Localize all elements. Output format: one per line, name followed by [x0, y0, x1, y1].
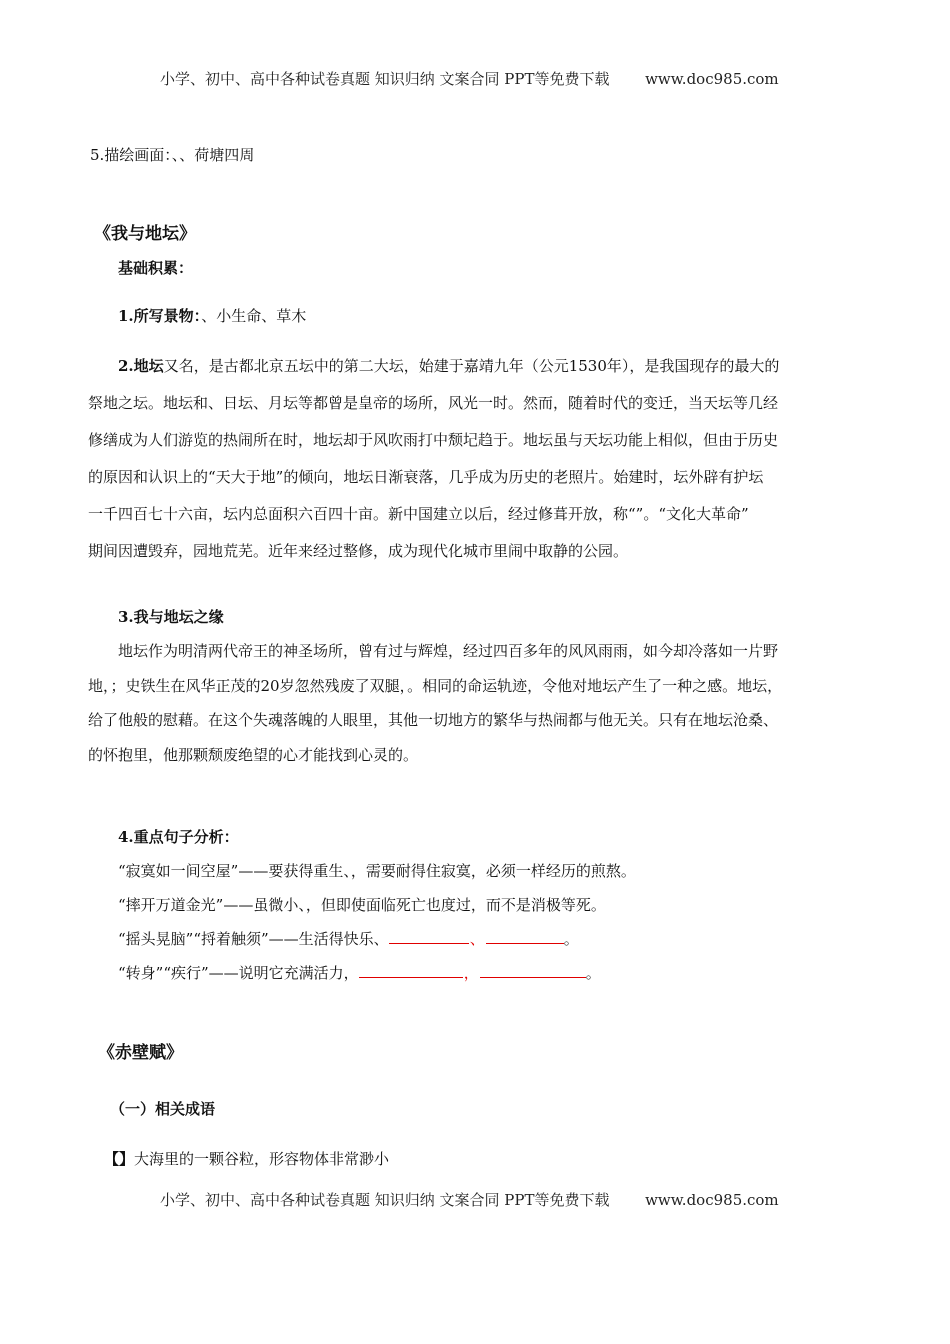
idiom-text: 大海里的一颗谷粒，形容物体非常渺小 — [134, 1150, 390, 1168]
blank-separator: 、 — [469, 930, 485, 948]
section-title-wodt: 《我与地坛》 — [94, 224, 196, 244]
q2-num: 2. — [118, 357, 134, 375]
q4-line-2: “摔开万道金光”——虽微小、，但即使面临死亡也度过，而不是消极等死。 — [118, 896, 606, 914]
q1-line — [118, 305, 306, 327]
q4-line-3-text: “摇头晃脑”“捋着触须”——生活得快乐、 — [118, 930, 389, 948]
page-footer — [160, 1189, 779, 1210]
q1-label: 所写景物： — [133, 307, 202, 325]
blank-separator: ， — [463, 964, 479, 982]
q2-line-2: 祭地之坛。地坛和、日坛、月坛等都曾是皇帝的场所，风光一时。然而，随着时代的变迁，当天坛等几经 — [88, 394, 779, 412]
footer-text: 小学、初中、高中各种试卷真题 知识归纳 文案合同 PPT等免费下载 — [160, 1191, 610, 1209]
q2-line-1 — [88, 348, 868, 385]
q2-line-5: 一千四百七十六亩，坛内总面积六百四十亩。新中国建立以后，经过修葺开放，称“”。“文化大革命” — [88, 505, 749, 523]
q3-line-3: 给了他般的慰藉。在这个失魂落魄的人眼里，其他一切地方的繁华与热闹都与他无关。只有在地坛沧桑、 — [88, 711, 779, 729]
q3-line-2: 地，；史铁生在风华正茂的20岁忽然残废了双腿，。相同的命运轨迹，令他对地坛产生了一种之感。地坛， — [88, 676, 783, 695]
q4-line-1: “寂寞如一间空屋”——要获得重生、，需要耐得住寂寞，必须一样经历的煎熬。 — [118, 862, 636, 880]
header-text: 小学、初中、高中各种试卷真题 知识归纳 文案合同 PPT等免费下载 — [160, 70, 610, 88]
answer-blank[interactable] — [359, 963, 463, 978]
subsection-idioms: （一）相关成语 — [110, 1100, 216, 1118]
header-url[interactable]: www.doc985.com — [645, 70, 779, 88]
answer-blank[interactable] — [389, 929, 469, 944]
section-subtitle: 基础积累： — [118, 259, 194, 277]
q1-num: 1. — [118, 307, 134, 325]
item-5-line: 5.描绘画面：、、荷塘四周 — [90, 146, 255, 164]
idiom-line — [104, 1148, 389, 1170]
q2-line-4: 的原因和认识上的“天大于地”的倾向，地坛日渐衰落，几乎成为历史的老照片。始建时，坛外辟有护坛 — [88, 468, 764, 486]
answer-blank[interactable] — [480, 963, 586, 978]
q2-paragraph — [88, 348, 868, 570]
q1-text: 、小生命、草木 — [201, 307, 307, 325]
q3-line-4: 的怀抱里，他那颗颓废绝望的心才能找到心灵的。 — [88, 745, 419, 764]
q2-term: 地坛 — [133, 357, 164, 375]
idiom-bracket: 【】 — [104, 1150, 135, 1168]
q4-title: 4.重点句子分析： — [118, 828, 239, 846]
q3-line-1: 地坛作为明清两代帝王的神圣场所，曾有过与辉煌，经过四百多年的风风雨雨，如今却冷落如一片野 — [118, 642, 779, 660]
q2-text-1: 又名，是古都北京五坛中的第二大坛，始建于嘉靖九年（公元1530年），是我国现存的最大的 — [163, 357, 780, 375]
q4-line-4-text: “转身”“疾行”——说明它充满活力， — [118, 964, 359, 982]
answer-blank[interactable] — [486, 929, 564, 944]
page-header — [160, 68, 779, 89]
q2-line-6: 期间因遭毁弃，园地荒芜。近年来经过整修，成为现代化城市里闹中取静的公园。 — [88, 542, 629, 560]
line-end-punct: 。 — [585, 964, 601, 982]
q4-line-4 — [118, 956, 636, 990]
q4-line-3 — [118, 922, 636, 956]
q4-lines — [118, 854, 636, 990]
footer-url[interactable]: www.doc985.com — [645, 1191, 779, 1209]
q2-line-3: 修缮成为人们游览的热闹所在时，地坛却于风吹雨打中颓圮趋于。地坛虽与天坛功能上相似，但由于历史 — [88, 431, 779, 449]
section-title-cbf: 《赤壁赋》 — [98, 1043, 183, 1063]
q3-paragraph — [88, 634, 868, 772]
q3-title: 3.我与地坛之缘 — [118, 608, 224, 626]
line-end-punct: 。 — [563, 930, 579, 948]
